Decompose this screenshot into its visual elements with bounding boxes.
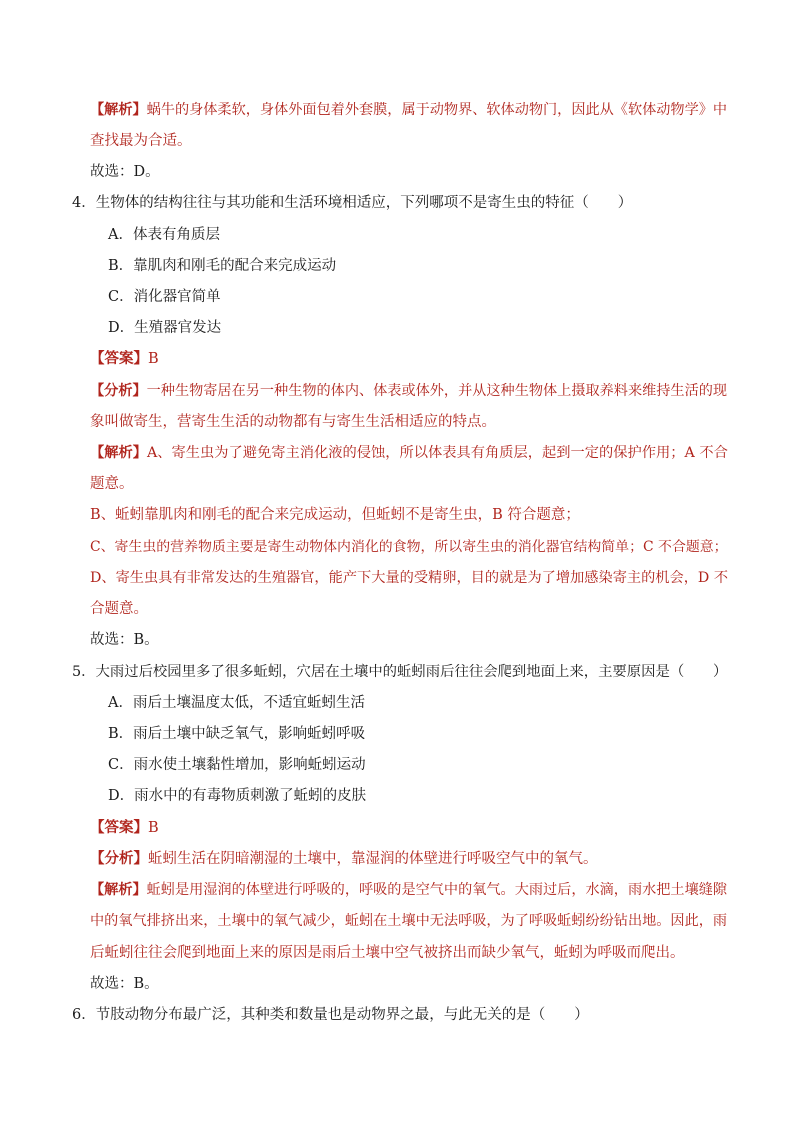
q4-jiexi-line4: C、寄生虫的营养物质主要是寄生动物体内消化的食物，所以寄生虫的消化器官结构简单；C 不合题意； [90,539,728,555]
q5-result: 故选：B。 [90,976,159,992]
answer-tag: 【答案】 [90,819,148,836]
q5-jiexi-line3: 后蚯蚓往往会爬到地面上来的原因是雨后土壤中空气被挤出而缺少氧气，蚯蚓为呼吸而爬出。 [90,945,685,961]
q5-option-d: D．雨水中的有毒物质刺激了蚯蚓的皮肤 [108,788,367,804]
q4-option-a: A．体表有角质层 [108,227,220,243]
q5-option-c: C．雨水使土壤黏性增加，影响蚯蚓运动 [108,757,366,773]
q5-option-a: A．雨后土壤温度太低，不适宜蚯蚓生活 [108,695,365,711]
q3-analysis-line2: 查找最为合适。 [90,133,192,149]
q5-fenxi-line1: 【分析】蚯蚓生活在阴暗潮湿的土壤中，靠湿润的体壁进行呼吸空气中的氧气。 [90,850,598,867]
q4-answer: 【答案】B [90,350,159,367]
q4-jiexi-line5: D、寄生虫具有非常发达的生殖器官，能产下大量的受精卵，目的就是为了增加感染寄主的机会，D 不 [90,570,729,586]
q3-analysis-line1: 【解析】蜗牛的身体柔软，身体外面包着外套膜，属于动物界、软体动物门，因此从《软体动物学》中 [90,102,728,118]
q5-option-b: B．雨后土壤中缺乏氧气，影响蚯蚓呼吸 [108,726,366,742]
answer-tag: 【答案】 [90,350,148,367]
q3-result: 故选：D。 [90,164,160,180]
q4-jiexi-line3: B、蚯蚓靠肌肉和刚毛的配合来完成运动，但蚯蚓不是寄生虫，B 符合题意； [90,507,580,523]
q5-answer: 【答案】B [90,819,159,836]
q4-jiexi-line1: 【解析】A、寄生虫为了避免寄主消化液的侵蚀，所以体表具有角质层，起到一定的保护作用；A 不合 [90,445,728,461]
q5-jiexi-line1: 【解析】蚯蚓是用湿润的体壁进行呼吸的，呼吸的是空气中的氧气。大雨过后，水滴，雨水把土壤缝隙 [90,882,728,898]
q4-stem: 4．生物体的结构往往与其功能和生活环境相适应，下列哪项不是寄生虫的特征（ ） [72,195,633,211]
analysis-tag: 【解析】 [90,102,147,118]
q6-stem: 6．节肢动物分布最广泛，其种类和数量也是动物界之最，与此无关的是（ ） [72,1007,589,1023]
q4-option-c: C．消化器官简单 [108,289,221,305]
q4-jiexi-line6: 合题意。 [90,601,148,617]
q4-fenxi-line2: 象叫做寄生，营寄生生活的动物都有与寄生生活相适应的特点。 [90,414,496,430]
q5-stem: 5．大雨过后校园里多了很多蚯蚓，穴居在土壤中的蚯蚓雨后往往会爬到地面上来，主要原因是（ ） [72,664,728,680]
jiexi-tag: 【解析】 [90,882,147,898]
q4-option-b: B．靠肌肉和刚毛的配合来完成运动 [108,258,337,274]
q4-option-d: D．生殖器官发达 [108,320,222,336]
q5-jiexi-line2: 中的氧气排挤出来，土壤中的氧气减少，蚯蚓在土壤中无法呼吸，为了呼吸蚯蚓纷纷钻出地。因此，雨 [90,913,728,929]
fenxi-tag: 【分析】 [90,850,148,867]
q4-jiexi-line2: 题意。 [90,476,134,492]
q4-result: 故选：B。 [90,632,159,648]
fenxi-tag: 【分析】 [90,383,147,399]
q4-fenxi-line1: 【分析】一种生物寄居在另一种生物的体内、体表或体外，并从这种生物体上摄取养料来维持生活的现 [90,383,728,399]
jiexi-tag: 【解析】 [90,445,148,461]
